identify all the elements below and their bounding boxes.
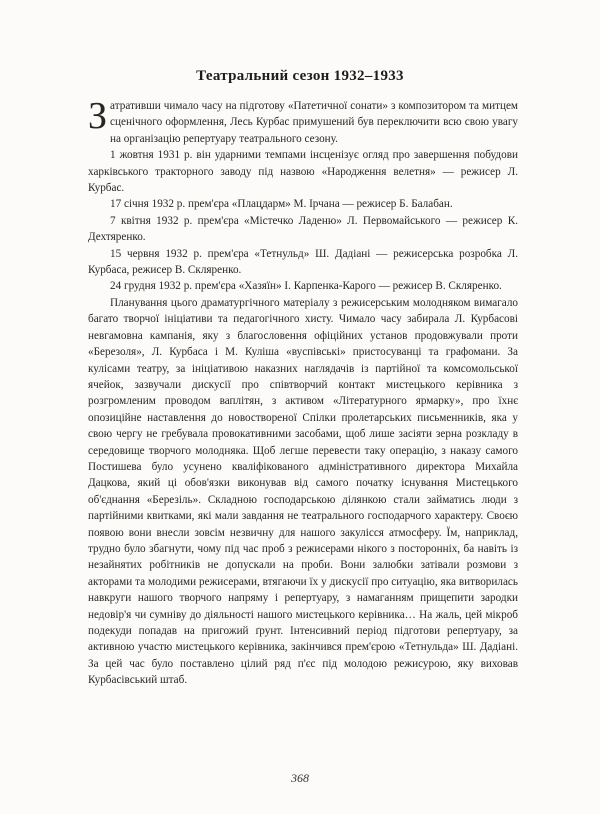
event-item: 15 червня 1932 р. прем'єра «Тетнульд» Ш. Дадіані — режисерська розробка Л. Курбаса, режисер В. Скляренко. [88, 247, 518, 277]
intro-paragraph [88, 95, 518, 147]
event-item: 17 січня 1932 р. прем'єра «Плацдарм» М. Ірчана — режисер Б. Балабан. [110, 198, 453, 211]
page-number: 368 [291, 771, 309, 785]
section-heading: Театральний сезон 1932–1933 [196, 68, 404, 84]
event-item: 7 квітня 1932 р. прем'єра «Містечко Ладеню» Л. Первомайського — режисер К. Дехтяренко. [88, 214, 518, 244]
drop-cap: З [88, 95, 108, 137]
main-paragraph: Планування цього драматургічного матеріалу з режисерським молодняком вимагало багато творчої ініціативи та педагогічного хисту. Чимало часу забирала Л. Курбасові невгамовна кампанія, яку з благословення офіційних установ продовжували проти «Березоля», Л. Курбаса і М. Куліша «вуспівські» пристосуванці та графомани. За кулісами театру, за ініціативою наказних наглядачів із партійної та комсомольської ячейок, зазвучали дискусії про співтворчий контакт мистецького керівника з розгромленим проводом ваплітян, з активом «Літературного ярмарку», про їхнє опозиційне наставлення до новоствореної Спілки пролетарських письменників, яка у свою чергу не гребувала провокативними засобами, щоб лише засіяти зерна розкладу в середовище творчого молодняка. Щоб легше перевести таку операцію, з наказу самого Постишева було усунено кваліфікованого адміністративного директора Михайла Дацкова, який ці обов'язки виконував від самого початку існування Мистецького об'єднання «Березіль». Складною господарською ділянкою стали займатись люди з партійними квитками, які мали завдання не театрального господарчого характеру. Своєю появою вони внесли зовсім незвичну для нашого закулісся атмосферу. Їм, наприклад, трудно було збагнути, чому під час проб з режисерами нікого з посторонніх, ба навіть із незайнятих робітників не допускали на проби. Вони залюбки затівали розмови з акторами та молодими режисерами, втягаючи їх у дискусії про ситуацію, яка витворилась навкруги нашого творчого напряму і репертуару, з намаганням прищепити зародки недовір'я чи сумніву до діяльності нашого мистецького керівника… На жаль, цей мікроб подекуди попадав на пригожий ґрунт. Інтенсивний період підготови репертуару, за активною участю мистецького керівника, закінчився прем'єрою «Тетнульда» Ш. Дадіані. За цей час було поставлено цілий ряд п'єс під молодою режисурою, яку виховав Курбасівський штаб. [88, 296, 518, 687]
event-item: 24 грудня 1932 р. прем'єра «Хазяїн» І. Карпенка-Карого — режисер В. Скляренко. [110, 280, 502, 293]
event-item: 1 жовтня 1931 р. він ударними темпами інсценізує огляд про завершення побудови харківського тракторного заводу під назвою «Народження велетня» — режисер Л. Курбас. [88, 149, 518, 195]
body-text [88, 95, 518, 689]
intro-text: атративши чимало часу на підготову «Патетичної сонати» з композитором та митцем сценічного оформлення, Лесь Курбас примушений був переключити всю свою увагу на організацію репертуару театрального сезону. [110, 100, 518, 145]
